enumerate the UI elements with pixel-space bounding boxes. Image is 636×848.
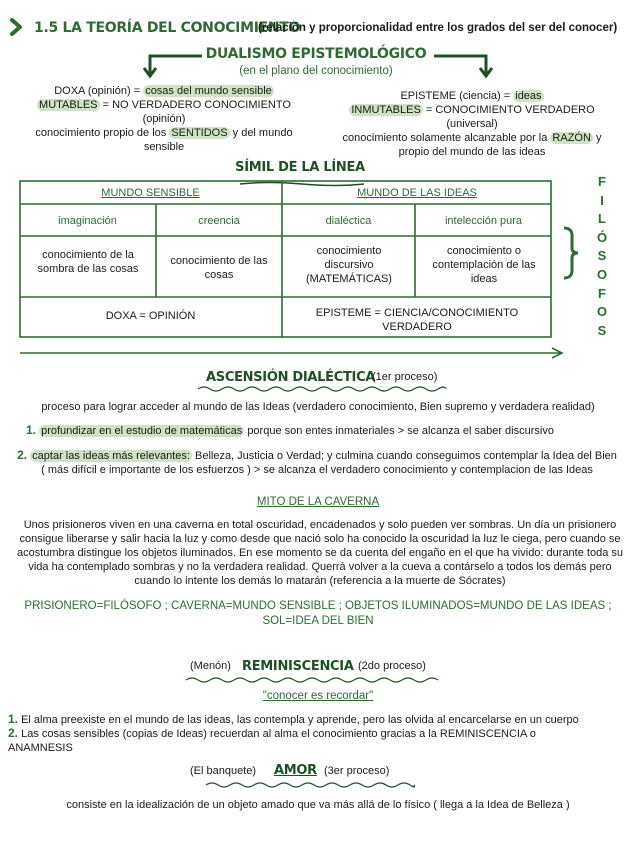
right-arrow-icon: [430, 46, 496, 85]
sub-imaginacion: imaginación: [58, 215, 117, 227]
amor-wave: [204, 781, 416, 789]
ascension-item-1: 1. profundizar en el estudio de matemáticas porque son entes inmateriales > se alcanza el saber discursivo: [26, 423, 554, 437]
doxa-block: DOXA (opinión) = cosas del mundo sensible MUTABLES = NO VERDADERO CONOCIMIENTO (opinión) conocimiento propio de los SENTIDOS y del mundo sensible: [35, 85, 293, 153]
amor-pre: (El banquete): [190, 765, 257, 777]
section-title: 1.5 LA TEORÍA DEL CONOCIMIENTO: [34, 20, 301, 36]
sub-dialectica: dialéctica: [325, 215, 372, 227]
col-mundo-sensible: MUNDO SENSIBLE: [101, 187, 200, 199]
simil-title: SÍMIL DE LA LÍNEA: [235, 160, 365, 175]
dualismo-subtitle: (en el plano del conocimiento): [239, 65, 393, 77]
ascension-title: ASCENSIÓN DIALÉCTICA: [206, 370, 376, 385]
mito-title: MITO DE LA CAVERNA: [256, 496, 380, 508]
amor-note: (3er proceso): [324, 765, 390, 777]
bottom-doxa: DOXA = OPINIÓN: [105, 310, 196, 322]
ascension-note: (1er proceso): [372, 371, 438, 383]
episteme-block: EPISTEME (ciencia) = ideas INMUTABLES = CONOCIMIENTO VERDADERO (universal) conocimiento solamente alcanzable por la RAZÓN y propio del mundo de las ideas: [342, 90, 602, 158]
reminiscencia-pre: (Menón): [190, 660, 231, 672]
reminiscencia-motto: "conocer es recordar": [262, 690, 374, 702]
ascension-wave: [196, 385, 448, 393]
progress-arrow: [20, 346, 566, 364]
cell-sombras: conocimiento de la sombra de las cosas: [37, 249, 139, 275]
cell-matematicas: conocimiento discursivo (MATEMÁTICAS): [306, 245, 392, 285]
section-subtitle: (relación y proporcionalidad entre los grados del ser del conocer): [258, 22, 618, 34]
ascension-intro: proceso para lograr acceder al mundo de las Ideas (verdadero conocimiento, Bien supremo y verdadera realidad): [41, 401, 595, 413]
reminiscencia-wave: [184, 676, 442, 684]
dualismo-title: DUALISMO EPISTEMOLÓGICO: [205, 46, 427, 62]
amor-text: consiste en la idealización de un objeto amado que va más allá de lo físico ( llega a la Idea de Belleza ): [66, 799, 570, 811]
mito-text: Unos prisioneros viven en una caverna en total oscuridad, encadenados y solo pueden ver sombras. Un día un prisionero consigue liberarse y salir hacia la luz y como desde que nació solo ha conocido la oscuridad la luz le ciega, pero cuando se acostumbra distingue los objetos iluminados. En ese momento se da cuenta del engaño en el que ha vivido: durante toda su vida ha contemplado sombras y no la verdadera realidad. Querrá volver a la cueva a contárselo a todos los demás pero cuando lo intente los demás lo matarán (referencia a la muerte de Sócrates): [16, 519, 623, 587]
cell-ideas: conocimiento o contemplación de las ideas: [432, 245, 536, 285]
reminiscencia-note: (2do proceso): [358, 660, 426, 672]
filosofos-vertical: F I L Ó S O F O S: [596, 174, 608, 338]
simil-table: [19, 180, 552, 338]
reminiscencia-item-2: 2. Las cosas sensibles (copias de Ideas) recuerdan al alma el conocimiento gracias a la REMINISCENCIA o ANAMNESIS: [8, 726, 536, 754]
cell-cosas: conocimiento de las cosas: [170, 255, 268, 281]
header-chevron-icon: [8, 18, 24, 41]
reminiscencia-title: REMINISCENCIA: [242, 659, 354, 674]
reminiscencia-item-1: 1. El alma preexiste en el mundo de las ideas, las contempla y aprende, pero las olvida al encarcelarse en un cuerpo: [8, 712, 579, 726]
sub-creencia: creencia: [198, 215, 240, 227]
mito-equivalences: PRISIONERO=FILÓSOFO ; CAVERNA=MUNDO SENSIBLE ; OBJETOS ILUMINADOS=MUNDO DE LAS IDEAS ; SOL=IDEA DEL BIEN: [24, 600, 612, 627]
ascension-item-2: 2. captar las ideas más relevantes: Belleza, Justicia o Verdad; y culmina cuando conseguimos contemplar la Idea del Bien ( más difícil e importante de los esfuerzos ) > se alcanza el verdadero conocimiento y contemplacion de las Ideas: [17, 448, 617, 476]
bottom-episteme: EPISTEME = CIENCIA/CONOCIMIENTO VERDADERO: [315, 307, 519, 333]
sub-inteleccion: intelección pura: [444, 215, 523, 227]
amor-title: AMOR: [274, 763, 317, 778]
col-mundo-ideas: MUNDO DE LAS IDEAS: [357, 187, 477, 199]
curly-brace-icon: [560, 226, 582, 285]
